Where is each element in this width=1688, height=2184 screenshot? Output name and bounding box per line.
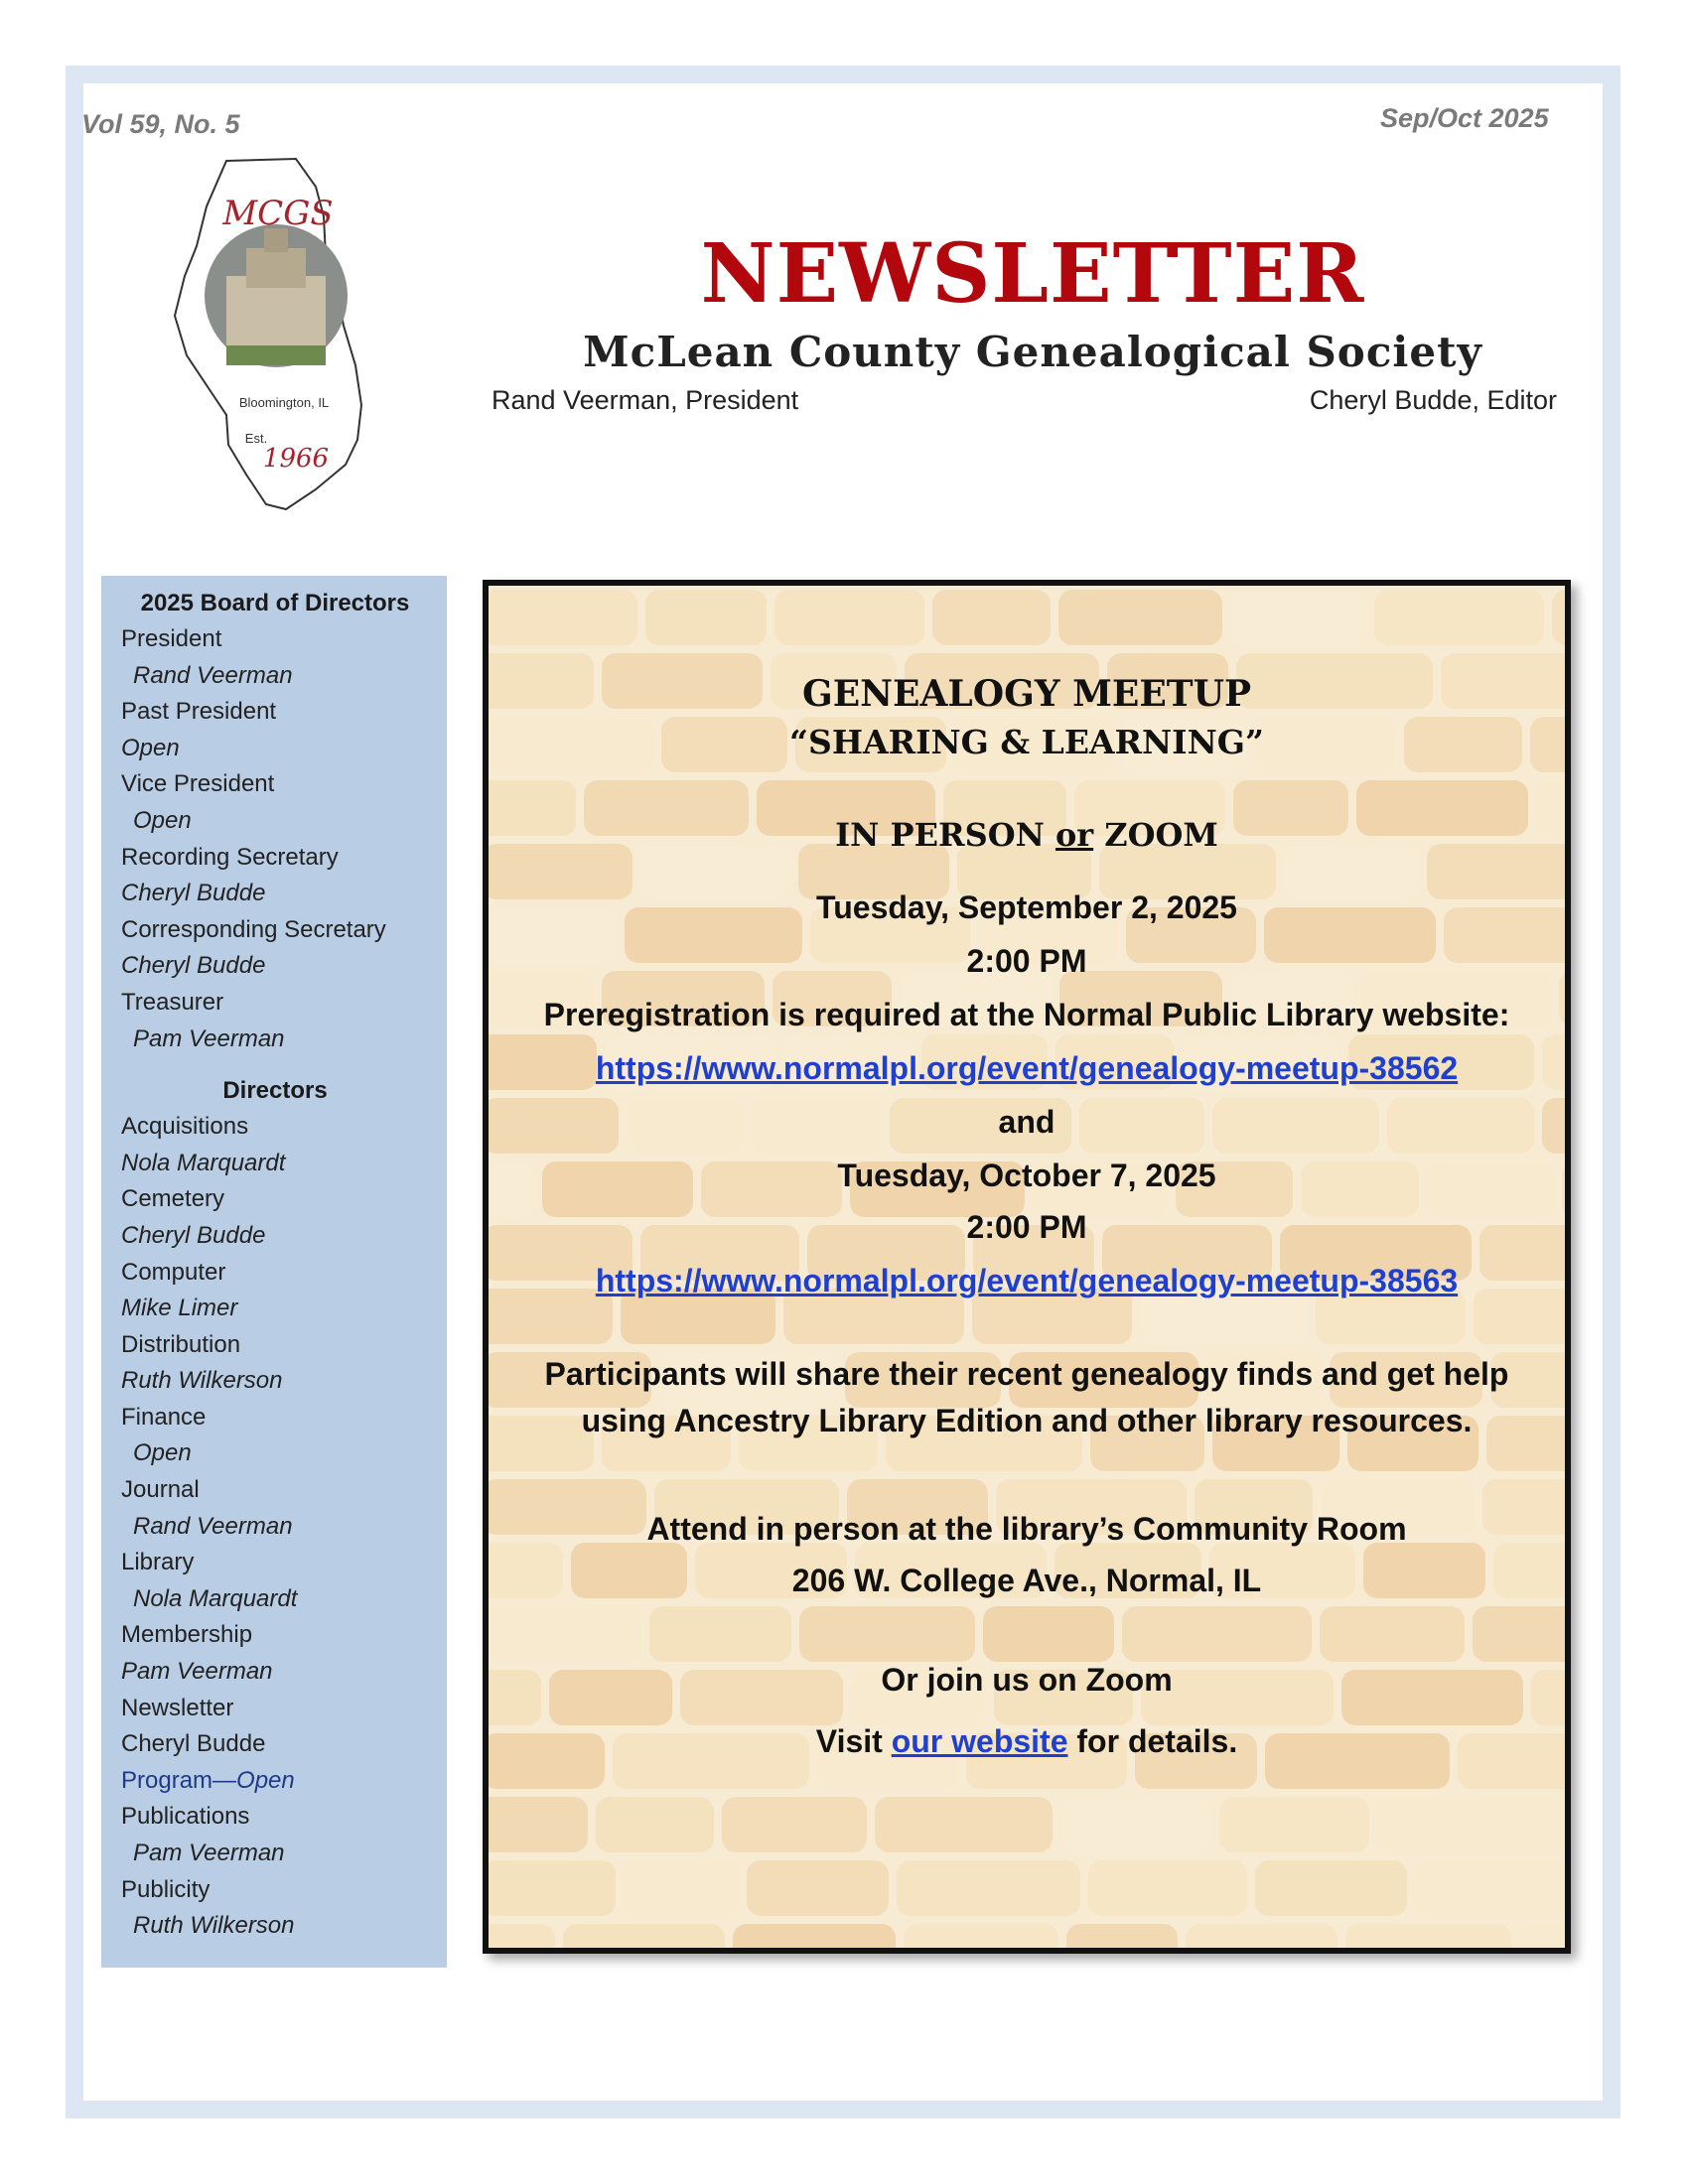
officer-role: Corresponding Secretary xyxy=(121,915,386,943)
event-link-2[interactable]: https://www.normalpl.org/event/genealogy-meetup-38563 xyxy=(595,1263,1459,1298)
officer-role: Vice President xyxy=(121,770,275,798)
director-name: Cheryl Budde xyxy=(121,1730,266,1758)
officer-name: Pam Veerman xyxy=(133,1024,285,1052)
director-role: Library xyxy=(121,1549,195,1576)
website-link[interactable]: our website xyxy=(891,1723,1068,1759)
director-name: Rand Veerman xyxy=(133,1512,293,1540)
director-name: Mike Limer xyxy=(121,1295,238,1322)
event-link-1[interactable]: https://www.normalpl.org/event/genealogy-meetup-38562 xyxy=(595,1050,1459,1086)
director-role: Publications xyxy=(121,1803,250,1831)
society-name: McLean County Genealogical Society xyxy=(583,328,1482,376)
visit-pre: Visit xyxy=(815,1723,883,1759)
event-and: and xyxy=(998,1104,1055,1140)
director-name: Ruth Wilkerson xyxy=(133,1912,295,1940)
director-name: Nola Marquardt xyxy=(133,1584,298,1612)
visit-line xyxy=(489,1723,1565,1760)
logo-est: Est. xyxy=(244,431,268,446)
newsletter-title: NEWSLETTER xyxy=(700,226,1365,322)
director-name: Cheryl Budde xyxy=(121,1221,266,1249)
preregistration-note: Preregistration is required at the Normal Public Library website: xyxy=(543,997,1510,1032)
event-description-2: using Ancestry Library Edition and other library resources. xyxy=(581,1403,1473,1438)
director-name: Ruth Wilkerson xyxy=(121,1367,283,1395)
officer-role: President xyxy=(121,625,222,652)
logo-city: Bloomington, IL xyxy=(238,395,330,410)
director-name: Nola Marquardt xyxy=(121,1149,286,1176)
board-heading: 2025 Board of Directors xyxy=(140,590,410,616)
event-title: GENEALOGY MEETUP xyxy=(801,673,1252,715)
director-role: Computer xyxy=(121,1258,226,1286)
logo-abbr: MCGS xyxy=(222,194,334,233)
zoom-note: Or join us on Zoom xyxy=(881,1662,1173,1698)
visit-post: for details. xyxy=(1076,1723,1238,1759)
event-announcement xyxy=(483,580,1571,1954)
mode-zoom: ZOOM xyxy=(1104,816,1218,854)
mcgs-logo xyxy=(167,157,387,514)
event-time-2: 2:00 PM xyxy=(966,1209,1087,1245)
attend-location-1: Attend in person at the library’s Community Room xyxy=(646,1511,1407,1547)
director-name: Open xyxy=(236,1766,295,1794)
director-role: Journal xyxy=(121,1476,200,1504)
event-date-1: Tuesday, September 2, 2025 xyxy=(816,889,1237,925)
officer-name: Open xyxy=(133,806,192,834)
officer-role: Recording Secretary xyxy=(121,843,339,871)
officer-role: Past President xyxy=(121,698,277,726)
event-subtitle: “SHARING & LEARNING” xyxy=(789,723,1264,761)
director-program xyxy=(121,1763,447,1800)
director-role: Cemetery xyxy=(121,1185,225,1213)
event-time-1: 2:00 PM xyxy=(966,943,1087,979)
issue-date: Sep/Oct 2025 xyxy=(1380,103,1549,133)
attend-location-2: 206 W. College Ave., Normal, IL xyxy=(791,1563,1262,1598)
event-mode xyxy=(489,816,1565,854)
director-role: Program— xyxy=(121,1766,237,1794)
director-name: Pam Veerman xyxy=(121,1658,273,1686)
directors-heading: Directors xyxy=(222,1077,328,1105)
mode-or: or xyxy=(1055,816,1094,854)
event-date-2: Tuesday, October 7, 2025 xyxy=(837,1158,1216,1193)
officer-name: Cheryl Budde xyxy=(121,880,266,907)
director-role: Acquisitions xyxy=(121,1113,249,1141)
volume-number: Vol 59, No. 5 xyxy=(81,109,240,139)
director-role: Membership xyxy=(121,1621,253,1649)
director-role: Finance xyxy=(121,1403,207,1431)
mode-in-person: IN PERSON xyxy=(835,816,1045,854)
officer-name: Cheryl Budde xyxy=(121,952,266,980)
logo-year: 1966 xyxy=(262,444,330,474)
president-credit: Rand Veerman, President xyxy=(492,385,799,415)
officer-name: Open xyxy=(121,734,180,761)
director-name: Open xyxy=(133,1439,192,1467)
board-sidebar xyxy=(101,576,447,1968)
director-name: Pam Veerman xyxy=(133,1840,285,1866)
director-role: Distribution xyxy=(121,1330,241,1358)
director-role: Publicity xyxy=(121,1875,211,1903)
editor-credit: Cheryl Budde, Editor xyxy=(1309,385,1557,415)
officer-name: Rand Veerman xyxy=(133,661,293,689)
event-description-1: Participants will share their recent genealogy finds and get help xyxy=(544,1356,1509,1392)
director-role: Newsletter xyxy=(121,1694,234,1721)
officer-role: Treasurer xyxy=(121,988,224,1016)
